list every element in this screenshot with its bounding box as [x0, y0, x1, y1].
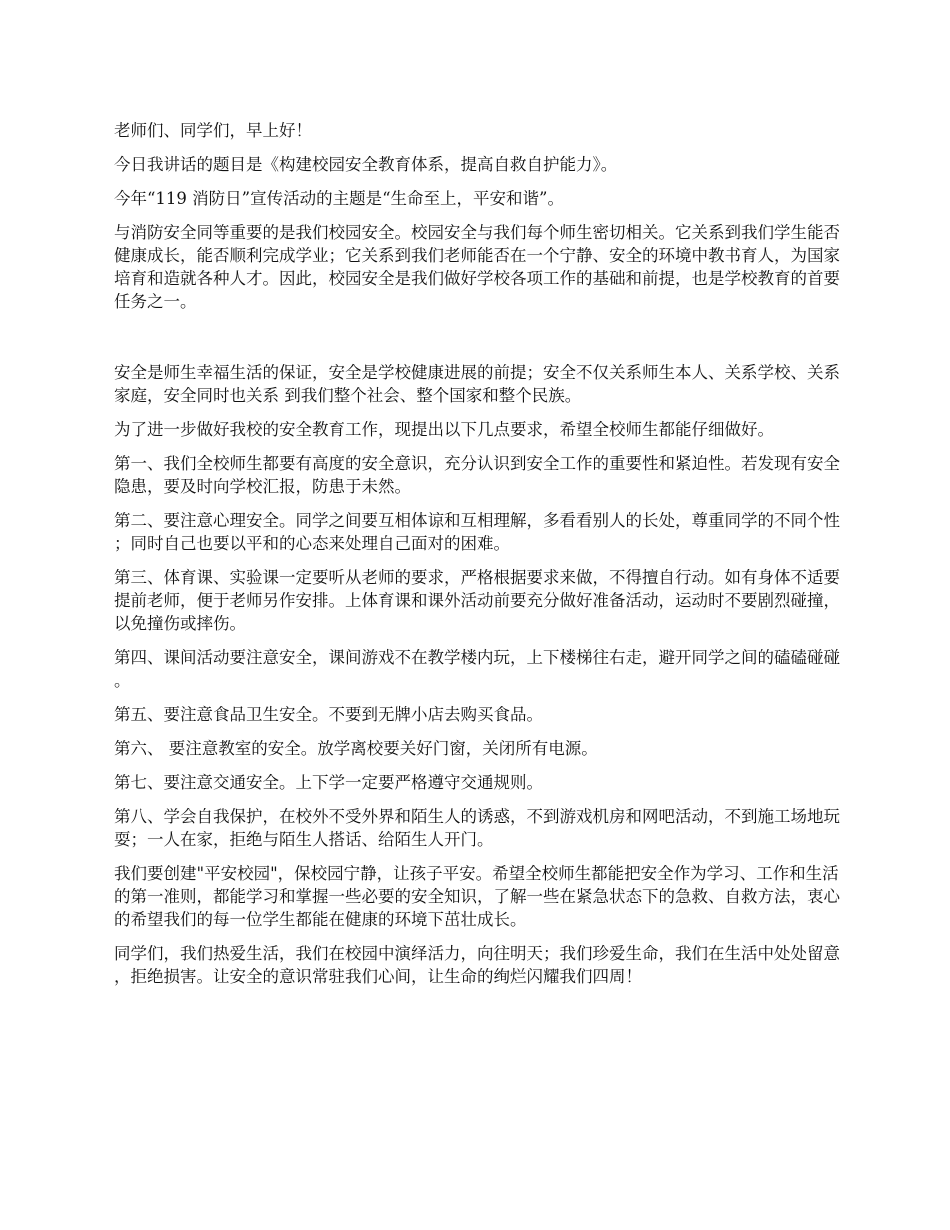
point-2-paragraph: 第二、要注意心理安全。同学之间要互相体谅和互相理解，多看看别人的长处，尊重同学的不同个性；同时自己也要以平和的心态来处理自己面对的困难。: [114, 511, 840, 553]
point-3-paragraph: 第三、体育课、实验课一定要听从老师的要求，严格根据要求来做，不得擅自行动。如有身体不适要提前老师，便于老师另作安排。上体育课和课外活动前要充分做好准备活动，运动时不要剧烈碰撞，以免撞伤或摔伤。: [114, 568, 840, 633]
campus-paragraph: 我们要创建"平安校园"，保校园宁静，让孩子平安。希望全校师生都能把安全作为学习、工作和生活的第一准则，都能学习和掌握一些必要的安全知识，了解一些在紧急状态下的急救、自救方法，衷心的希望我们的每一位学生都能在健康的环境下茁壮成长。: [114, 864, 840, 929]
closing-paragraph: 同学们，我们热爱生活，我们在校园中演绎活力，向往明天；我们珍爱生命，我们在生活中处处留意，拒绝损害。让安全的意识常驻我们心间，让生命的绚烂闪耀我们四周！: [114, 944, 840, 986]
point-4-paragraph: 第四、课间活动要注意安全，课间游戏不在教学楼内玩，上下楼梯往右走，避开同学之间的磕磕碰碰。: [114, 648, 840, 690]
point-6-paragraph: 第六、 要注意教室的安全。放学离校要关好门窗，关闭所有电源。: [114, 739, 598, 758]
request-intro-paragraph: 为了进一步做好我校的安全教育工作，现提出以下几点要求，希望全校师生都能仔细做好。: [114, 420, 774, 439]
topic-paragraph: 今日我讲话的题目是《构建校园安全教育体系，提高自救自护能力》。: [114, 155, 618, 174]
point-7-paragraph: 第七、要注意交通安全。上下学一定要严格遵守交通规则。: [114, 773, 543, 792]
point-1-paragraph: 第一、我们全校师生都要有高度的安全意识，充分认识到安全工作的重要性和紧迫性。若发现有安全隐患，要及时向学校汇报，防患于未然。: [114, 454, 840, 496]
theme-paragraph: 今年“119 消防日”宣传活动的主题是“生命至上，平安和谐”。: [114, 189, 564, 208]
point-5-paragraph: 第五、要注意食品卫生安全。不要到无牌小店去购买食品。: [114, 705, 543, 724]
intro-paragraph: 与消防安全同等重要的是我们校园安全。校园安全与我们每个师生密切相关。它关系到我们学生能否健康成长，能否顺利完成学业；它关系到我们老师能否在一个宁静、安全的环境中教书育人，为国家培育和造就各种人才。因此，校园安全是我们做好学校各项工作的基础和前提，也是学校教育的首要任务之一。: [114, 223, 840, 311]
importance-paragraph: 安全是师生幸福生活的保证，安全是学校健康进展的前提；安全不仅关系师生本人、关系学校、关系家庭，安全同时也关系 到我们整个社会、整个国家和整个民族。: [114, 363, 840, 405]
paragraph-gap: [114, 324, 842, 361]
point-8-paragraph: 第八、学会自我保护，在校外不受外界和陌生人的诱惑，不到游戏机房和网吧活动，不到施工场地玩耍；一人在家，拒绝与陌生人搭话、给陌生人开门。: [114, 807, 840, 849]
greeting-paragraph: 老师们、同学们，早上好！: [114, 121, 312, 140]
speech-body: [114, 119, 842, 999]
